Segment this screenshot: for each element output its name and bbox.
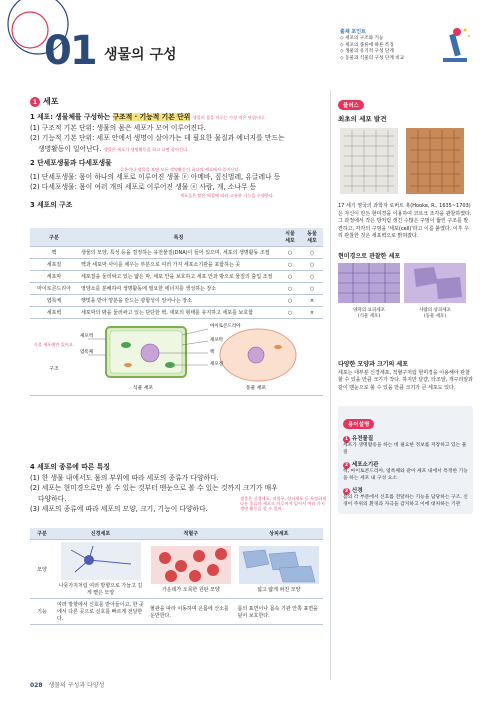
plant-mark: ○ [279, 307, 301, 319]
neuron-image-icon [61, 542, 141, 580]
col-header: 식물 세포 [279, 228, 301, 247]
point-item: ◇ 세포의 구조와 기능 [340, 36, 384, 41]
point-item: ◇ 동물과 식물의 구성 단계 비교 [340, 55, 405, 61]
section-4-line: 다양하다. [38, 494, 67, 503]
functional-unit-line-2: 생명활동이 일어난다. 생물은 세포가 생명활동을 하고 나면 살아간다. [38, 144, 189, 153]
points-box [340, 28, 430, 63]
col-header: 신경세포 [54, 528, 147, 540]
sidebar-box-hooke [338, 92, 473, 241]
label-plant-cell: 식물 세포 [133, 386, 154, 391]
caption: (동물 세포) [423, 313, 447, 319]
col-header: 구분 [30, 228, 78, 247]
col-header: 동물 세포 [301, 228, 323, 247]
cell-type-table [30, 528, 323, 625]
functional-unit-line: (2) 기능적 기본 단위: 세포 안에서 생명이 살아가는 데 필요한 물질과 에너지를 만드는 [30, 134, 285, 143]
points-title: 출제 포인트 [340, 29, 366, 35]
box-title: 최초의 세포 발견 [338, 115, 387, 123]
caption: (식물 세포) [357, 313, 381, 319]
terms-tag: 용어설명 [343, 419, 374, 429]
sidebar [338, 92, 473, 514]
row-name: 마이토콘드리아 [30, 283, 78, 295]
label-cytoplasm: 세포질 [210, 362, 224, 367]
plant-mark: ○ [279, 247, 301, 259]
label-chloroplast: 엽록체 [80, 350, 94, 355]
cell-diagram [78, 319, 323, 396]
footer-text: 생물의 구성과 다양성 [48, 682, 105, 689]
table-row [30, 307, 323, 319]
shape-cell: 가운데가 오목한 원판 모양 [147, 540, 235, 599]
box-text: 세포는 대부분 신경세포, 적혈구처럼 현미경을 이용해야 관찰할 수 있을 만큼 크기가 작다. 하지만 달걀, 타조알, 개구리알과 같이 맨눈으로 볼 수 있을 만큼 크기가 큰 세포도 있다. [338, 369, 473, 391]
structural-unit-line: (1) 구조적 기본 단위: 생물의 몸은 세포가 모여 이루어진다. [30, 123, 206, 132]
animal-mark: × [301, 307, 323, 319]
term-item: 2 세포소기관 핵, 마이토콘드리아, 엽록체와 같이 세포 내에서 특정한 기능을 하는 세포 내 구성 요소 [343, 461, 468, 481]
row-desc: 핵과 세포막 사이를 채우는 부분으로 여러 가지 세포소기관을 포함하는 곳 [78, 259, 279, 271]
table-row [30, 271, 323, 283]
shape-cell: 나뭇가지처럼 여러 방향으로 가늘고 길게 뻗은 모양 [54, 540, 147, 599]
col-header: 구분 [30, 528, 54, 540]
chapter-header [0, 0, 500, 82]
animal-mark: × [301, 295, 323, 307]
table-row [30, 283, 323, 295]
col-header: 특징 [78, 228, 279, 247]
onion-cell-image-icon [338, 263, 400, 303]
point-item: ◇ 세포의 종류에 따른 특징 [340, 42, 394, 48]
animal-mark: ○ [301, 283, 323, 295]
row-desc: 생물의 모양, 특성 등을 결정하는 유전물질(DNA)이 들어 있으며, 세포의 생명활동 조절 [78, 247, 279, 259]
row-name: 핵 [30, 247, 78, 259]
red-blood-cell-image-icon [151, 546, 231, 584]
note: 세포들은 맡은 역할에 따라 고유한 기능을 수행한다. [180, 192, 275, 198]
plant-mark: ○ [279, 259, 301, 271]
sidebar-box-size [338, 359, 473, 393]
multicellular-line: (2) 다세포생물: 몸이 여러 개의 세포로 이루어진 생물 ⓔ 사람, 개, 소나무 등 [30, 183, 257, 192]
row-name: 세포벽 [30, 307, 78, 319]
label-membrane: 세포막 [210, 338, 224, 343]
row-label: 기능 [30, 599, 54, 625]
animal-mark: ○ [301, 247, 323, 259]
col-header: 상피세포 [235, 528, 323, 540]
section-1 [30, 96, 325, 210]
row-desc: 영양소를 분해하여 생명활동에 필요한 에너지를 생성하는 장소 [78, 283, 279, 295]
human-cell-image-icon [404, 263, 466, 303]
definition-line: 1 세포: 생물체를 구성하는 구조적 · 기능적 기본 단위 생물의 몸을 이루는 가장 작은 단위이다. [30, 113, 266, 121]
label-nucleus: 핵 [210, 350, 215, 355]
row-name: 세포막 [30, 271, 78, 283]
box-title: 다양한 모양과 크기의 세포 [338, 360, 409, 368]
table-row [30, 319, 323, 396]
unicellular-line: (1) 단세포생물: 몸이 하나의 세포로 이루어진 생물 ⓔ 아메바, 짚신벌레, 유글레나 등 [30, 172, 281, 181]
point-item: ◇ 생물의 유기적 구성 단계 [340, 49, 394, 55]
animal-mark: ○ [301, 259, 323, 271]
section-4-line: (1) 한 생물 내에서도 몸의 부위에 따라 세포의 종류가 다양하다. [30, 473, 219, 482]
note: 같은이나 생물을 보면 모든 생명활동이 하나의 세포에서 일어난다. [120, 166, 240, 172]
page-number: 028 [30, 682, 43, 689]
section-4-line: (2) 세포는 현미경으로만 볼 수 있는 것부터 맨눈으로 볼 수 있는 것까지 크기가 매우 [30, 484, 278, 493]
label-animal-cell: 동물 세포 [246, 386, 267, 391]
caption: 사람의 상피세포 [419, 307, 451, 313]
sidebar-box-terms [338, 406, 473, 514]
func-cell: 혈관을 따라 이동하며 온몸에 산소를 운반한다. [147, 599, 235, 625]
section-4-note: 생물은 신경세포, 적혈구, 상피세포 등 특정하게 다른 종류의 세포로 이루어져 있어서 여러 가지 생명 활동을 할 수 있어. [240, 496, 327, 512]
section-4-title: 4 세포의 종류에 따른 특징 [30, 463, 110, 471]
caption: 양파의 표피세포 [353, 307, 385, 313]
subsection-3-title: 3 세포의 구조 [30, 200, 73, 209]
row-name: 세포질 [30, 259, 78, 271]
animal-mark: ○ [301, 271, 323, 283]
cell-structure-table [30, 228, 323, 396]
label-wall: 세포벽 [80, 334, 94, 339]
row-label: 모양 [30, 540, 54, 599]
section-4-line: (3) 세포의 종류에 따라 세포의 모양, 크기, 기능이 다양하다. [30, 505, 208, 514]
row-desc: 햇빛을 받아 양분을 만드는 광합성이 일어나는 장소 [78, 295, 279, 307]
footer [30, 680, 104, 689]
plus-tag: 플러스 [338, 100, 364, 110]
chapter-number: 01 [44, 28, 96, 74]
section-number: 1 [30, 97, 40, 107]
table-row [30, 540, 323, 599]
epithelial-cell-image-icon [239, 546, 319, 584]
chapter-title: 생물의 구성 [104, 47, 177, 63]
sidebar-box-microscope [338, 251, 473, 319]
cork-image-icon [338, 126, 468, 196]
col-header: 적혈구 [147, 528, 235, 540]
table-row [30, 295, 323, 307]
row-name: 엽록체 [30, 295, 78, 307]
table-row [30, 247, 323, 259]
row-desc: 세포막의 밖을 둘러싸고 있는 단단한 벽, 세포의 형태를 유지하고 세포를 보호함 [78, 307, 279, 319]
table-row [30, 259, 323, 271]
shape-cell: 넓고 얇게 퍼진 모양 [235, 540, 323, 599]
plant-mark: ○ [279, 295, 301, 307]
plant-mark: ○ [279, 283, 301, 295]
term-item: 1 유전물질 세포가 생명활동을 하는 데 필요한 정보를 저장하고 있는 물질 [343, 436, 467, 455]
table-row [30, 599, 323, 625]
row-name: 식물 세포에만 있어요. 구조 [30, 319, 78, 396]
section-title: 세포 [43, 97, 59, 106]
row-desc: 세포질을 둘러싸고 있는 얇은 막, 세포 안을 보호하고 세포 안과 밖으로 물질의 출입 조절 [78, 271, 279, 283]
func-cell: 여러 방향에서 신호를 받아들이고, 한 곳에서 다른 곳으로 신호를 빠르게 전달한다. [54, 599, 147, 625]
plant-mark: ○ [279, 271, 301, 283]
subsection-2-title: 2 단세포생물과 다세포생물 [30, 159, 112, 168]
box-text: 17 세기 영국의 과학자 로버트 훅(Hooke, R., 1635~1703)은 자신이 만든 현미경을 이용하여 코르크 조각을 관찰하였다. 그 과정에서 작은 방처럼 생긴 수많은 구멍이 뚫린 구조를 발견하고, 각각의 구멍을 '세포(cell)'라고 이름 붙였다. 이후 우리 관찰한 것은 세포벽으로 밝혀졌다. [338, 203, 472, 239]
box-title: 현미경으로 관찰한 세포 [338, 252, 401, 260]
column-divider [330, 90, 331, 680]
label-mito: 마이토콘드리아 [210, 324, 241, 329]
term-item: 3 신경 몸의 각 부분에서 신호를 전달하는 기능을 담당하는 구조. 신경이 주위의 환경과 자극을 감지하고 이에 대처하는 기관 [343, 487, 468, 507]
func-cell: 몸의 표면이나 몸속 기관 안쪽 표면을 덮어 보호한다. [235, 599, 323, 625]
cell-diagram-svg [78, 319, 318, 393]
microscope-icon [435, 24, 475, 66]
